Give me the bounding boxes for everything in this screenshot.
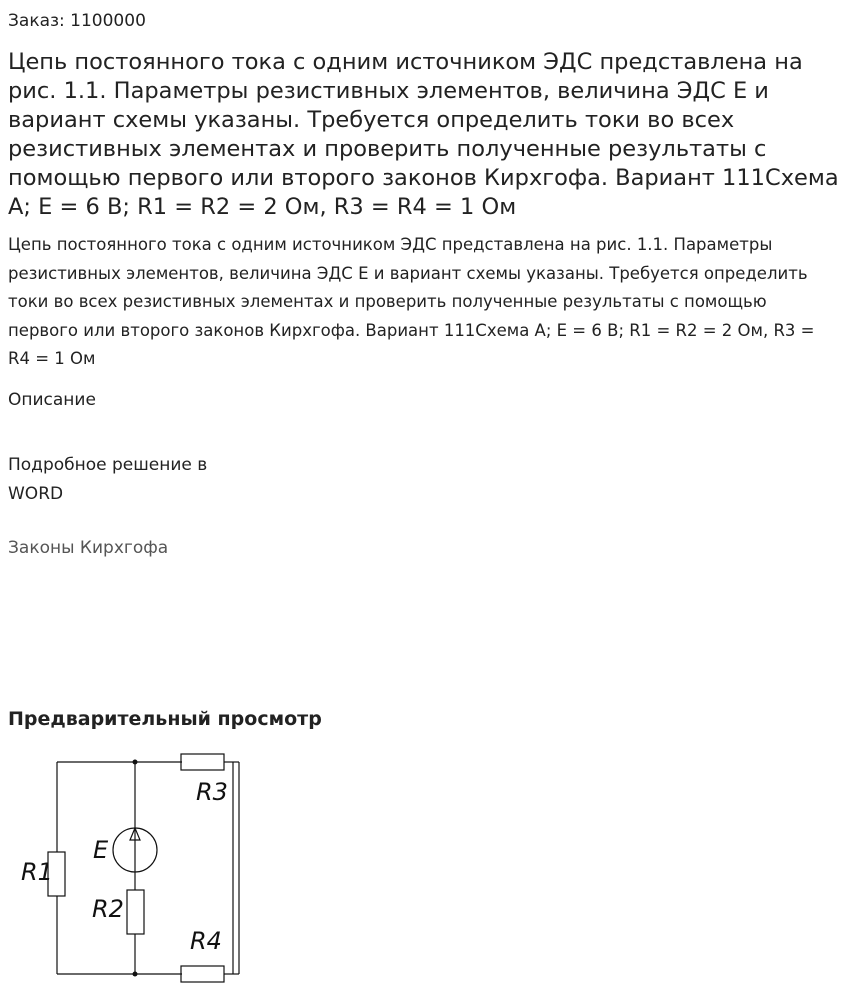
- label-r2: R2: [92, 895, 124, 923]
- junction-bottom: [133, 972, 138, 977]
- task-description: Цепь постоянного тока с одним источником ЭДС представлена на рис. 1.1. Параметры резистивных элементов, величина ЭДС Е и вариант схемы указаны. Требуется определить токи во всех резистивных элементах и проверить полученные результаты с помощью первого или второго законов Кирхгофа. Вариант 111Схема А; E = 6 В; R1 = R2 = 2 Ом, R3 = R4 = 1 Ом: [8, 235, 815, 368]
- label-r1: R1: [21, 858, 53, 886]
- circuit-diagram: [10, 748, 250, 988]
- tag-link[interactable]: Законы Кирхгофа: [8, 538, 169, 558]
- label-r3: R3: [196, 778, 228, 806]
- resistor-r4: [181, 966, 224, 982]
- resistor-r2: [127, 890, 144, 934]
- junction-top: [133, 760, 138, 765]
- description-text: Подробное решение в WORD: [8, 455, 208, 504]
- preview-title: Предварительный просмотр: [8, 708, 322, 730]
- description-label: Описание: [8, 390, 96, 410]
- label-e: E: [93, 836, 109, 864]
- page-title: Цепь постоянного тока с одним источником ЭДС представлена на рис. 1.1. Параметры резистивных элементов, величина ЭДС Е и вариант схемы указаны. Требуется определить токи во всех резистивных элементах и проверить полученные результаты с помощью первого или второго законов Кирхгофа. Вариант 111Схема А; E = 6 В; R1 = R2 = 2 Ом, R3 = R4 = 1 Ом: [8, 49, 839, 220]
- resistor-r3: [181, 754, 224, 770]
- label-r4: R4: [190, 927, 222, 955]
- order-number: Заказ: 1100000: [8, 11, 146, 31]
